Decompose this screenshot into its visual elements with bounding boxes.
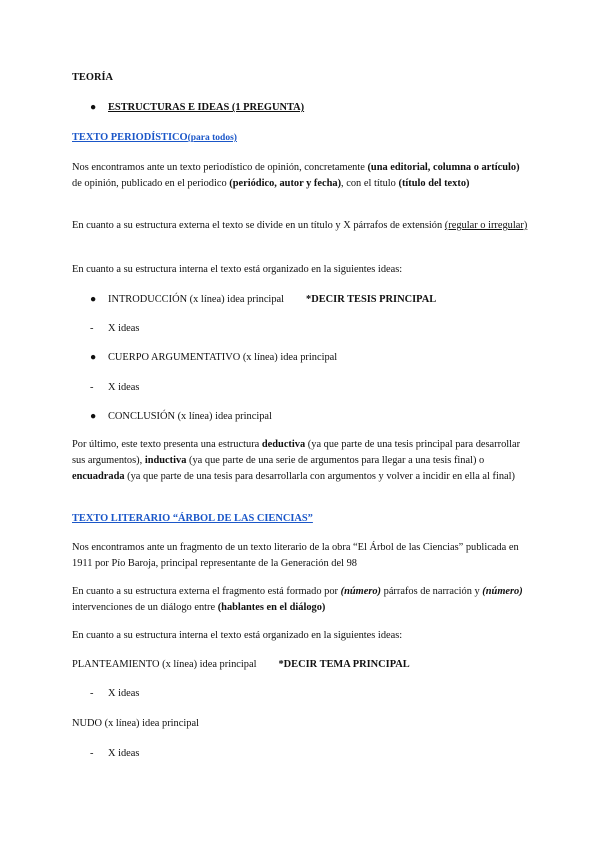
list-item-conclusion: CONCLUSIÓN (x línea) idea principal <box>108 411 272 422</box>
bold-run: deductiva <box>261 439 306 450</box>
bullet-icon: ● <box>90 352 97 363</box>
bold-run: (una editorial, columna o artículo) <box>367 162 520 173</box>
text-run: (ya que parte de una tesis para desarrollarla con argumentos y volver a incidir en ella al final) <box>124 471 515 482</box>
periodistico-paragraph-1 <box>72 160 528 192</box>
dash-icon: - <box>90 323 94 334</box>
list-item-introduccion <box>108 292 528 308</box>
bold-run: (número) <box>482 586 523 597</box>
list-item-ideas: X ideas <box>108 382 140 393</box>
bullet-icon: ● <box>90 102 97 113</box>
bullet-icon: ● <box>90 411 97 422</box>
literario-title[interactable] <box>72 511 528 527</box>
periodistico-title-note[interactable]: (para todos) <box>187 133 237 143</box>
section-structures: ESTRUCTURAS E IDEAS (1 PREGUNTA) <box>108 102 305 113</box>
dash-icon: - <box>90 688 94 699</box>
literario-paragraph-3: En cuanto a su estructura interna el texto está organizado en la siguientes ideas: <box>72 630 403 641</box>
periodistico-paragraph-2 <box>72 218 528 234</box>
text-run: párrafos de narración y <box>381 586 483 597</box>
text-run: En cuanto a su estructura externa el texto se divide en un título y X párrafos de extensión <box>72 220 445 231</box>
planteamiento-note: *DECIR TEMA PRINCIPAL <box>278 659 410 670</box>
planteamiento-line <box>72 657 528 673</box>
bold-run: encuadrada <box>72 471 125 482</box>
text-run: En cuanto a su estructura externa el fragmento está formado por <box>72 586 341 597</box>
list-item-text: INTRODUCCIÓN (x línea) idea principal <box>108 294 285 305</box>
periodistico-paragraph-3: En cuanto a su estructura interna el texto está organizado en la siguientes ideas: <box>72 264 403 275</box>
list-item-ideas: X ideas <box>108 688 140 699</box>
dash-icon: - <box>90 382 94 393</box>
bold-run: (periódico, autor y fecha) <box>229 178 342 189</box>
dash-icon: - <box>90 748 94 759</box>
list-item-ideas: X ideas <box>108 748 140 759</box>
bold-run: (título del texto) <box>398 178 470 189</box>
nudo-line: NUDO (x línea) idea principal <box>72 718 199 729</box>
text-run: intervenciones de un diálogo entre <box>72 602 218 613</box>
literario-paragraph-2 <box>72 584 528 616</box>
bold-run: (número) <box>340 586 382 597</box>
text-run: (ya que parte de una serie de argumentos para llegar a una tesis final) o <box>186 455 485 466</box>
list-item-note: *DECIR TESIS PRINCIPAL <box>306 294 437 305</box>
bold-run: inductiva <box>144 455 187 466</box>
literario-paragraph-1: Nos encontramos ante un fragmento de un texto literario de la obra “El Árbol de las Ciencias” publicada en 1911 por Pío Baroja, principal representante de la Generación del 98 <box>72 542 519 569</box>
text-run: Nos encontramos ante un texto periodístico de opinión, concretamente <box>72 162 368 173</box>
text-run: , con el título <box>341 178 399 189</box>
periodistico-title[interactable] <box>72 130 528 146</box>
planteamiento-text: PLANTEAMIENTO (x línea) idea principal <box>72 659 257 670</box>
list-item-cuerpo: CUERPO ARGUMENTATIVO (x línea) idea principal <box>108 352 338 363</box>
heading: TEORÍA <box>72 72 113 83</box>
periodistico-title-text[interactable]: TEXTO PERIODÍSTICO <box>72 132 188 143</box>
text-run: (ya que parte de una tesis principal para desarrollar sus argumentos), <box>72 439 521 466</box>
periodistico-paragraph-4 <box>72 437 528 485</box>
bold-run: (hablantes en el diálogo) <box>217 602 326 613</box>
text-run: Por último, este texto presenta una estructura <box>72 439 262 450</box>
underlined-run: (regular o irregular) <box>444 220 528 231</box>
text-run: de opinión, publicado en el periodico <box>72 178 230 189</box>
list-item-ideas: X ideas <box>108 323 140 334</box>
literario-title-text[interactable]: TEXTO LITERARIO “ÁRBOL DE LAS CIENCIAS” <box>72 513 313 524</box>
bullet-icon: ● <box>90 294 97 305</box>
